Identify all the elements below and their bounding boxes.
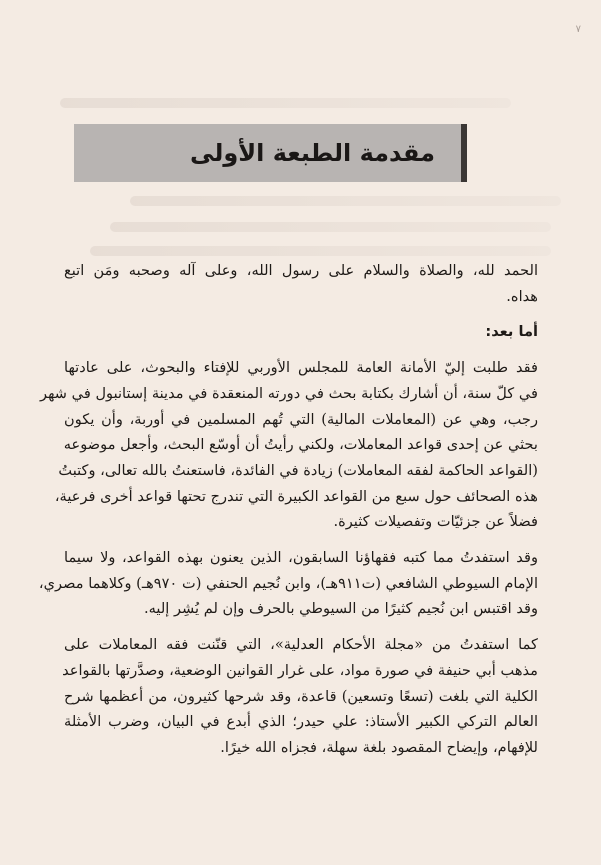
page-number: ٧ — [575, 24, 581, 35]
body-text — [38, 258, 538, 761]
text-line: في كلّ سنة، أن أشارك بكتابة بحث في دورته المنعقدة في مدينة إستانبول في شهر — [40, 384, 538, 402]
paragraph-opening — [64, 258, 538, 309]
text-line: الإمام السيوطي الشافعي (ت٩١١هـ)، وابن نُجيم الحنفي (ت ٩٧٠هـ) وكلاهما مصري، — [38, 574, 538, 592]
text-line: العالم التركي الكبير الأستاذ: علي حيدر؛ الذي أبدع في البيان، وضرب الأمثلة — [64, 713, 538, 731]
section-title-bar — [74, 124, 467, 182]
text-line: مذهب أبي حنيفة في صورة مواد، على غرار القوانين الوضعية، وصدَّرتها بالقواعد — [62, 661, 538, 679]
paragraph-sources — [38, 545, 538, 622]
text-line: للإفهام، وإيضاح المقصود بلغة سهلة، فجزاه الله خيرًا. — [220, 738, 538, 756]
text-line: (القواعد الحاكمة لفقه المعاملات) زيادة في الفائدة، فاستعنتُ بالله تعالى، وكتبتُ — [58, 461, 538, 479]
text-line: فقد طلبت إليّ الأمانة العامة للمجلس الأوربي للإفتاء والبحوث، على عادتها — [64, 359, 538, 377]
text-line: الكلية التي بلغت (تسعًا وتسعين) قاعدة، وقد شرحها كثيرون، من أعظمها شرح — [64, 687, 538, 705]
bleed-through-shadow — [90, 246, 551, 256]
text-line: هداه. — [506, 287, 538, 305]
bleed-through-shadow — [130, 196, 561, 206]
section-title: مقدمة الطبعة الأولى — [190, 139, 435, 167]
paragraph-request — [40, 355, 538, 535]
text-line: كما استفدتُ من «مجلة الأحكام العدلية»، التي قنّنت فقه المعاملات على — [64, 636, 538, 654]
bleed-through-shadow — [110, 222, 551, 232]
text-line: رجب، وهي عن (المعاملات المالية) التي تُهم المسلمين في أوربة، وأن يكون — [64, 410, 538, 428]
text-line: فضلاً عن جزئيّات وتفصيلات كثيرة. — [333, 513, 538, 531]
heading-amma-bad — [64, 319, 538, 345]
text-line: هذه الصحائف حول سبع من القواعد الكبيرة التي تندرج تحتها قواعد أخرى فرعية، — [54, 487, 538, 505]
text-line: وقد اقتبس ابن نُجيم كثيرًا من السيوطي بالحرف وإن لم يُشِر إليه. — [143, 600, 538, 618]
text-line: وقد استفدتُ مما كتبه فقهاؤنا السابقون، الذين يعنون بهذه القواعد، ولا سيما — [64, 549, 538, 567]
text-line: بحثي عن إحدى قواعد المعاملات، ولكني رأيتُ أن أوسّع البحث، وأجعل موضوعه — [63, 436, 538, 454]
paragraph-majalla — [64, 632, 538, 761]
bleed-through-shadow — [60, 98, 511, 108]
text-line: الحمد لله، والصلاة والسلام على رسول الله، وعلى آله وصحبه ومَن اتبع — [64, 262, 538, 279]
subheading: أما بعد: — [485, 323, 538, 341]
